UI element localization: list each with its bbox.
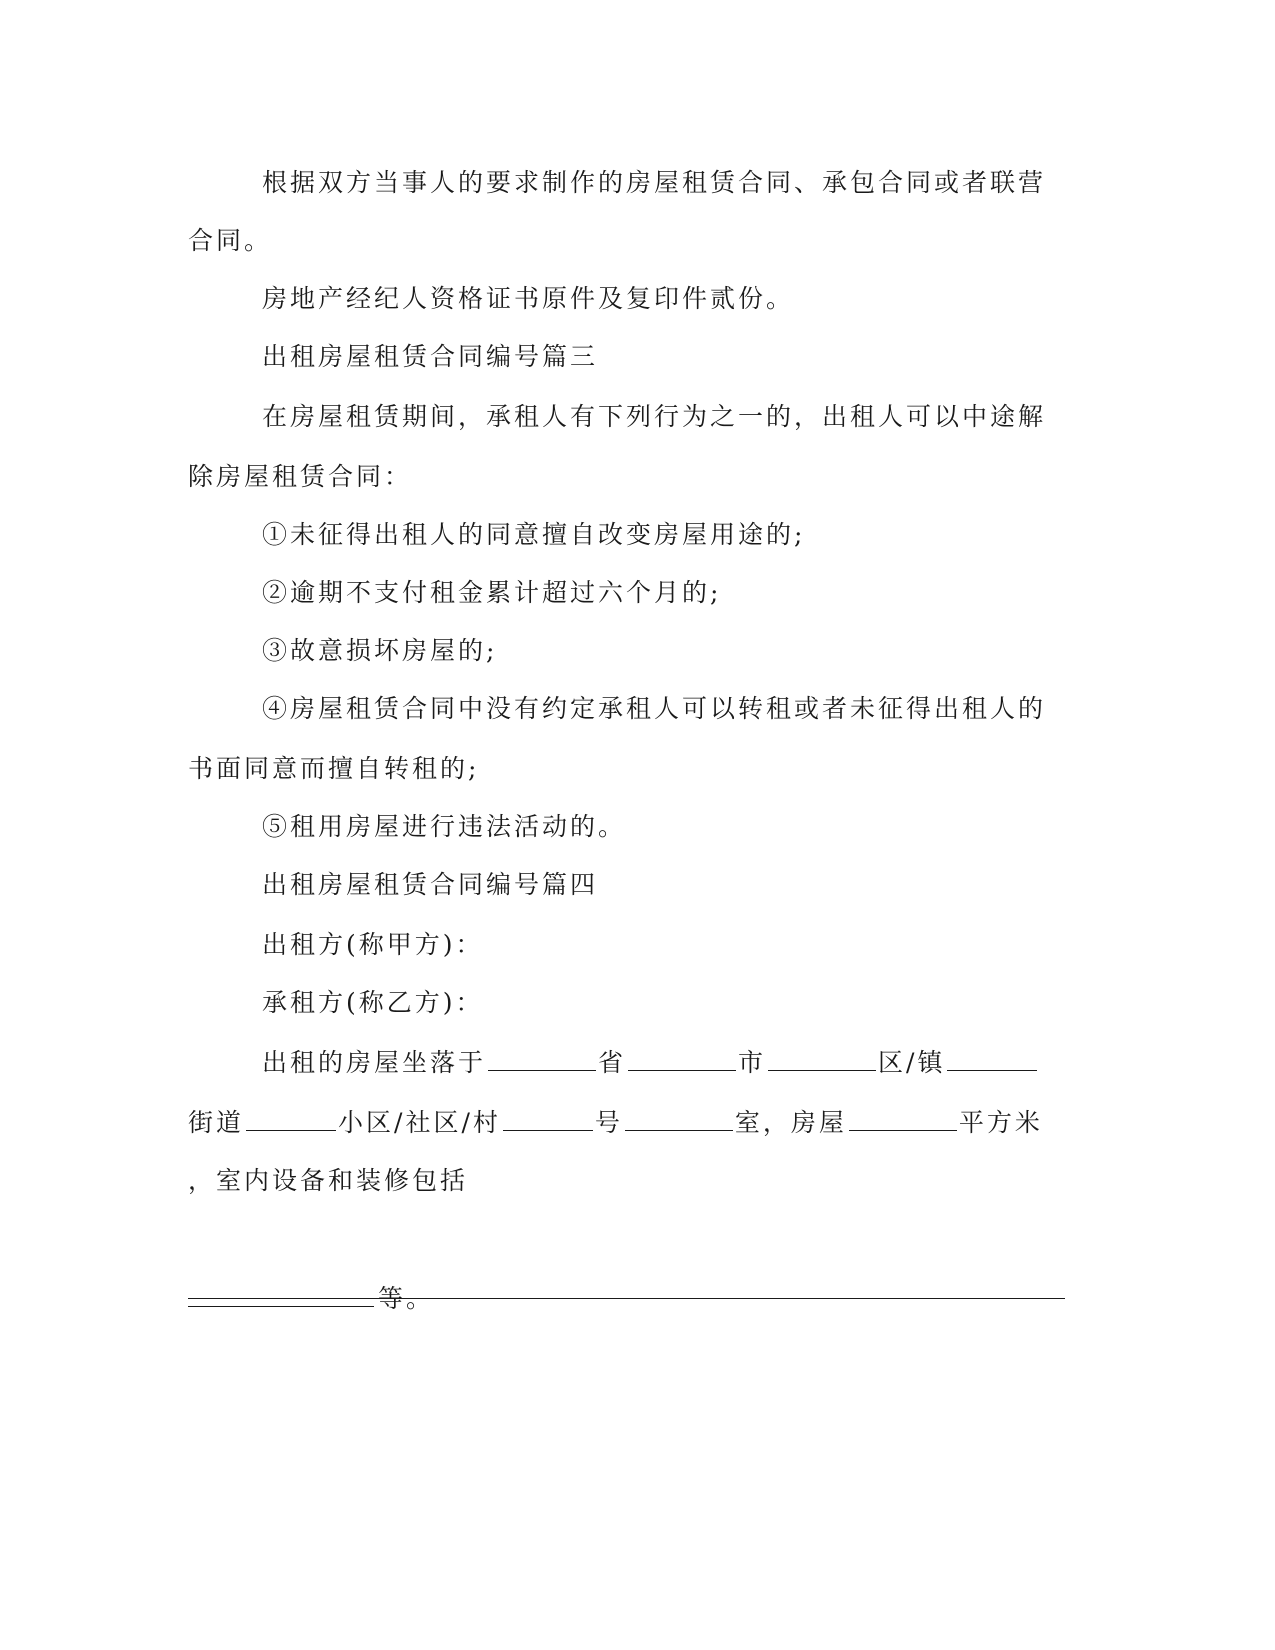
room-blank: [625, 1108, 733, 1131]
community-blank: [246, 1108, 336, 1131]
list-item: ④房屋租赁合同中没有约定承租人可以转租或者未征得出租人的: [262, 694, 1047, 723]
city-label: 市: [738, 1048, 767, 1077]
district-blank: [768, 1048, 876, 1071]
list-item: ②逾期不支付租金累计超过六个月的;: [262, 578, 722, 607]
province-blank: [488, 1048, 596, 1071]
paragraph-line: 在房屋租赁期间，承租人有下列行为之一的，出租人可以中途解: [262, 402, 1047, 431]
area-blank: [849, 1108, 957, 1131]
number-label: 号: [594, 1108, 623, 1137]
paragraph-line: 根据双方当事人的要求制作的房屋租赁合同、承包合同或者联营: [262, 168, 1047, 197]
section-heading: 出租房屋租赁合同编号篇三: [262, 342, 599, 371]
fill-in-rule-short: [188, 1284, 374, 1307]
list-item: ③故意损坏房屋的;: [262, 636, 498, 665]
street-blank: [947, 1048, 1037, 1071]
paragraph-line: 除房屋租赁合同：: [188, 462, 413, 491]
ending-label: 等。: [378, 1284, 435, 1313]
community-label: 小区/社区/村: [338, 1108, 501, 1137]
address-prefix: 出租的房屋坐落于: [262, 1048, 487, 1077]
city-blank: [628, 1048, 736, 1071]
district-label: 区/镇: [878, 1048, 946, 1077]
address-line-3: ，室内设备和装修包括: [188, 1166, 469, 1195]
room-label: 室，房屋: [734, 1108, 847, 1137]
street-label: 街道: [188, 1108, 245, 1137]
paragraph-line: 房地产经纪人资格证书原件及复印件贰份。: [262, 284, 795, 313]
address-line-1: [262, 1046, 1039, 1080]
province-label: 省: [598, 1048, 627, 1077]
list-item: ①未征得出租人的同意擅自改变房屋用途的;: [262, 520, 806, 549]
list-item: ⑤租用房屋进行违法活动的。: [262, 812, 627, 841]
paragraph-line: 合同。: [188, 226, 273, 255]
list-item: 书面同意而擅自转租的;: [188, 754, 480, 783]
number-blank: [503, 1108, 593, 1131]
party-a-label: 出租方(称甲方)：: [262, 930, 484, 959]
ending-line: [188, 1282, 434, 1316]
area-unit-label: 平方米: [958, 1108, 1043, 1137]
section-heading: 出租房屋租赁合同编号篇四: [262, 870, 599, 899]
party-b-label: 承租方(称乙方)：: [262, 988, 484, 1017]
address-line-2: [188, 1106, 1043, 1140]
